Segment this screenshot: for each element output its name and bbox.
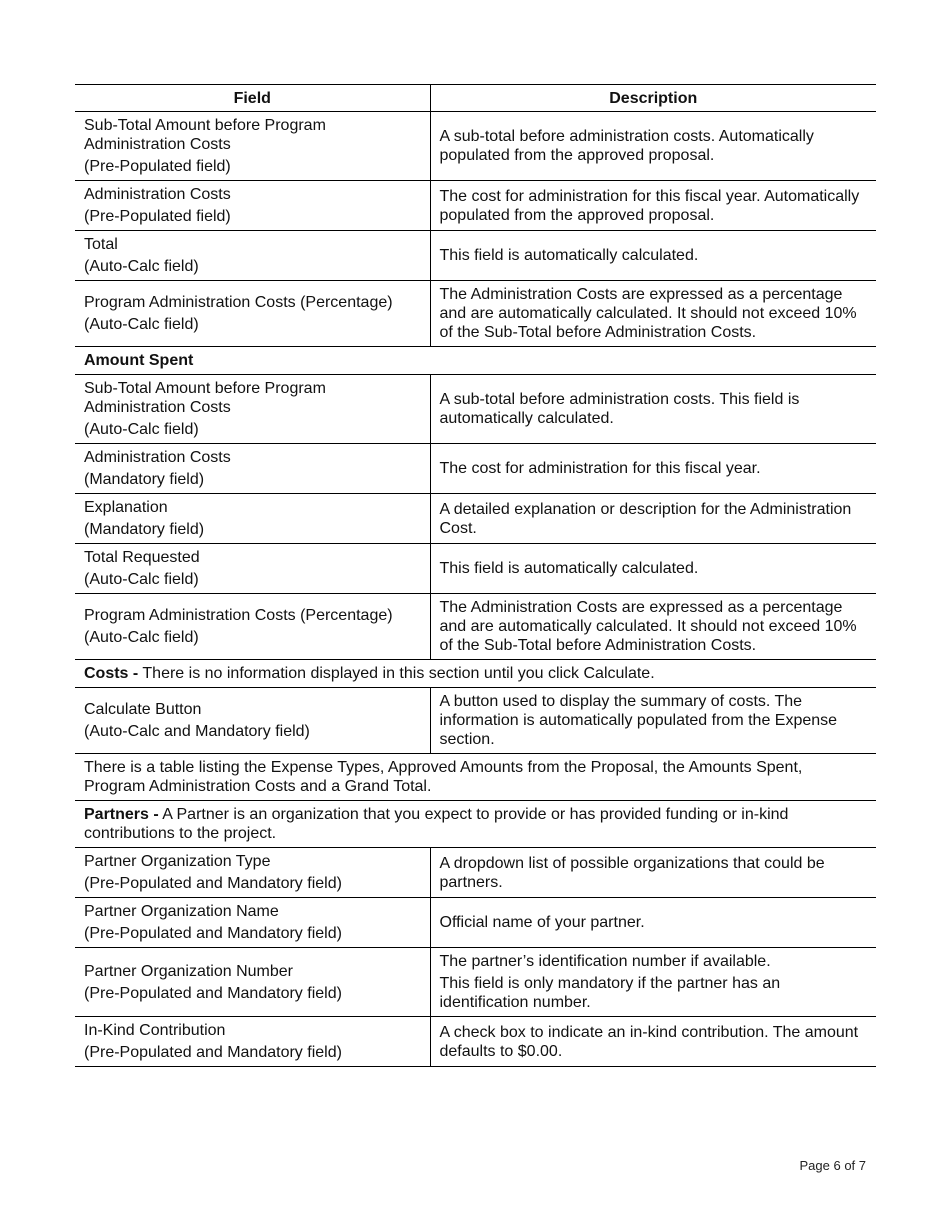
field-type: (Auto-Calc field) [84,421,199,438]
field-cell [75,1017,430,1067]
section-label: Costs - [84,665,139,682]
field-cell [75,112,430,181]
description-cell [430,375,876,444]
description-text: A button used to display the summary of costs. The information is automatically populated from the Expense section. [439,693,838,748]
table-row [75,688,876,754]
table-row [75,544,876,594]
field-name: Total Requested [84,549,200,566]
field-type: (Auto-Calc field) [84,316,199,333]
description-text: A sub-total before administration costs. Automatically populated from the approved proposal. [439,128,814,164]
table-row [75,181,876,231]
field-type: (Pre-Populated field) [84,208,231,225]
field-cell [75,444,430,494]
section-row [75,801,876,848]
field-name: Partner Organization Type [84,853,271,870]
table-row [75,948,876,1017]
field-cell [75,848,430,898]
field-cell [75,594,430,660]
field-name: Calculate Button [84,701,202,718]
field-cell [75,948,430,1017]
field-type: (Mandatory field) [84,521,205,538]
description-text: A dropdown list of possible organizations that could be partners. [439,854,825,891]
field-cell [75,181,430,231]
field-name: Explanation [84,499,168,516]
description-text: This field is only mandatory if the partner has an identification number. [439,975,781,1011]
field-type: (Auto-Calc field) [84,571,199,588]
section-label: Partners - [84,806,159,823]
description-text: A detailed explanation or description for the Administration Cost. [439,500,852,537]
field-type: (Pre-Populated and Mandatory field) [84,875,342,892]
field-name: Sub-Total Amount before Program Administration Costs [84,380,326,416]
field-type: (Pre-Populated and Mandatory field) [84,925,342,942]
field-type: (Pre-Populated and Mandatory field) [84,1044,342,1061]
field-name: Program Administration Costs (Percentage) [84,294,393,311]
section-cell [75,347,876,375]
column-header-description: Description [430,85,876,112]
page-number: Page 6 of 7 [799,1158,866,1173]
field-type: (Auto-Calc field) [84,258,199,275]
description-text: Official name of your partner. [439,914,645,931]
field-name: Program Administration Costs (Percentage) [84,607,393,624]
description-cell [430,688,876,754]
field-name: Sub-Total Amount before Program Administration Costs [84,117,326,153]
table-row [75,594,876,660]
field-name: Partner Organization Name [84,903,279,920]
description-text: A sub-total before administration costs. This field is automatically calculated. [439,391,800,427]
field-cell [75,494,430,544]
description-cell [430,181,876,231]
section-row [75,347,876,375]
field-cell [75,544,430,594]
table-row [75,231,876,281]
table-row [75,848,876,898]
field-cell [75,231,430,281]
description-text: The cost for administration for this fiscal year. [439,460,761,477]
description-cell [430,1017,876,1067]
table-body [75,112,876,1067]
field-description-table [75,84,876,1067]
table-row [75,112,876,181]
description-cell [430,444,876,494]
description-text: The Administration Costs are expressed as a percentage and are automatically calculated. It should not exceed 10% of the Sub-Total before Administration Costs. [439,286,857,341]
table-row [75,1017,876,1067]
table-row [75,281,876,347]
section-text: There is a table listing the Expense Types, Approved Amounts from the Proposal, the Amounts Spent, Program Administration Costs and a Grand Total. [84,759,803,795]
field-cell [75,375,430,444]
table-row [75,898,876,948]
section-cell [75,801,876,848]
field-type: (Auto-Calc field) [84,629,199,646]
description-text: The cost for administration for this fiscal year. Automatically populated from the approved proposal. [439,187,860,224]
description-text: This field is automatically calculated. [439,560,699,577]
description-cell [430,948,876,1017]
section-text: A Partner is an organization that you expect to provide or has provided funding or in-kind contributions to the project. [84,806,789,842]
description-cell [430,544,876,594]
table-row [75,375,876,444]
field-type: (Pre-Populated and Mandatory field) [84,984,342,1002]
field-type: (Mandatory field) [84,471,205,488]
description-cell [430,281,876,347]
field-cell [75,898,430,948]
description-text: This field is automatically calculated. [439,247,699,264]
section-row [75,754,876,801]
field-name: Partner Organization Number [84,962,293,980]
field-type: (Auto-Calc and Mandatory field) [84,723,310,740]
description-cell [430,112,876,181]
table-header-row [75,85,876,112]
description-text: The Administration Costs are expressed as a percentage and are automatically calculated. It should not exceed 10% of the Sub-Total before Administration Costs. [439,599,857,654]
field-cell [75,688,430,754]
field-cell [75,281,430,347]
section-cell [75,660,876,688]
description-text: A check box to indicate an in-kind contribution. The amount defaults to $0.00. [439,1023,859,1060]
description-cell [430,848,876,898]
section-text: There is no information displayed in this section until you click Calculate. [138,665,655,682]
field-name: Total [84,236,118,253]
table-row [75,444,876,494]
column-header-field: Field [75,85,430,112]
description-cell [430,898,876,948]
field-name: In-Kind Contribution [84,1022,226,1039]
section-row [75,660,876,688]
section-cell [75,754,876,801]
field-name: Administration Costs [84,449,231,466]
field-type: (Pre-Populated field) [84,158,231,175]
section-label: Amount Spent [84,352,194,369]
description-cell [430,594,876,660]
description-cell [430,494,876,544]
table-row [75,494,876,544]
description-text: The partner’s identification number if available. [439,953,771,970]
field-name: Administration Costs [84,186,231,203]
description-cell [430,231,876,281]
